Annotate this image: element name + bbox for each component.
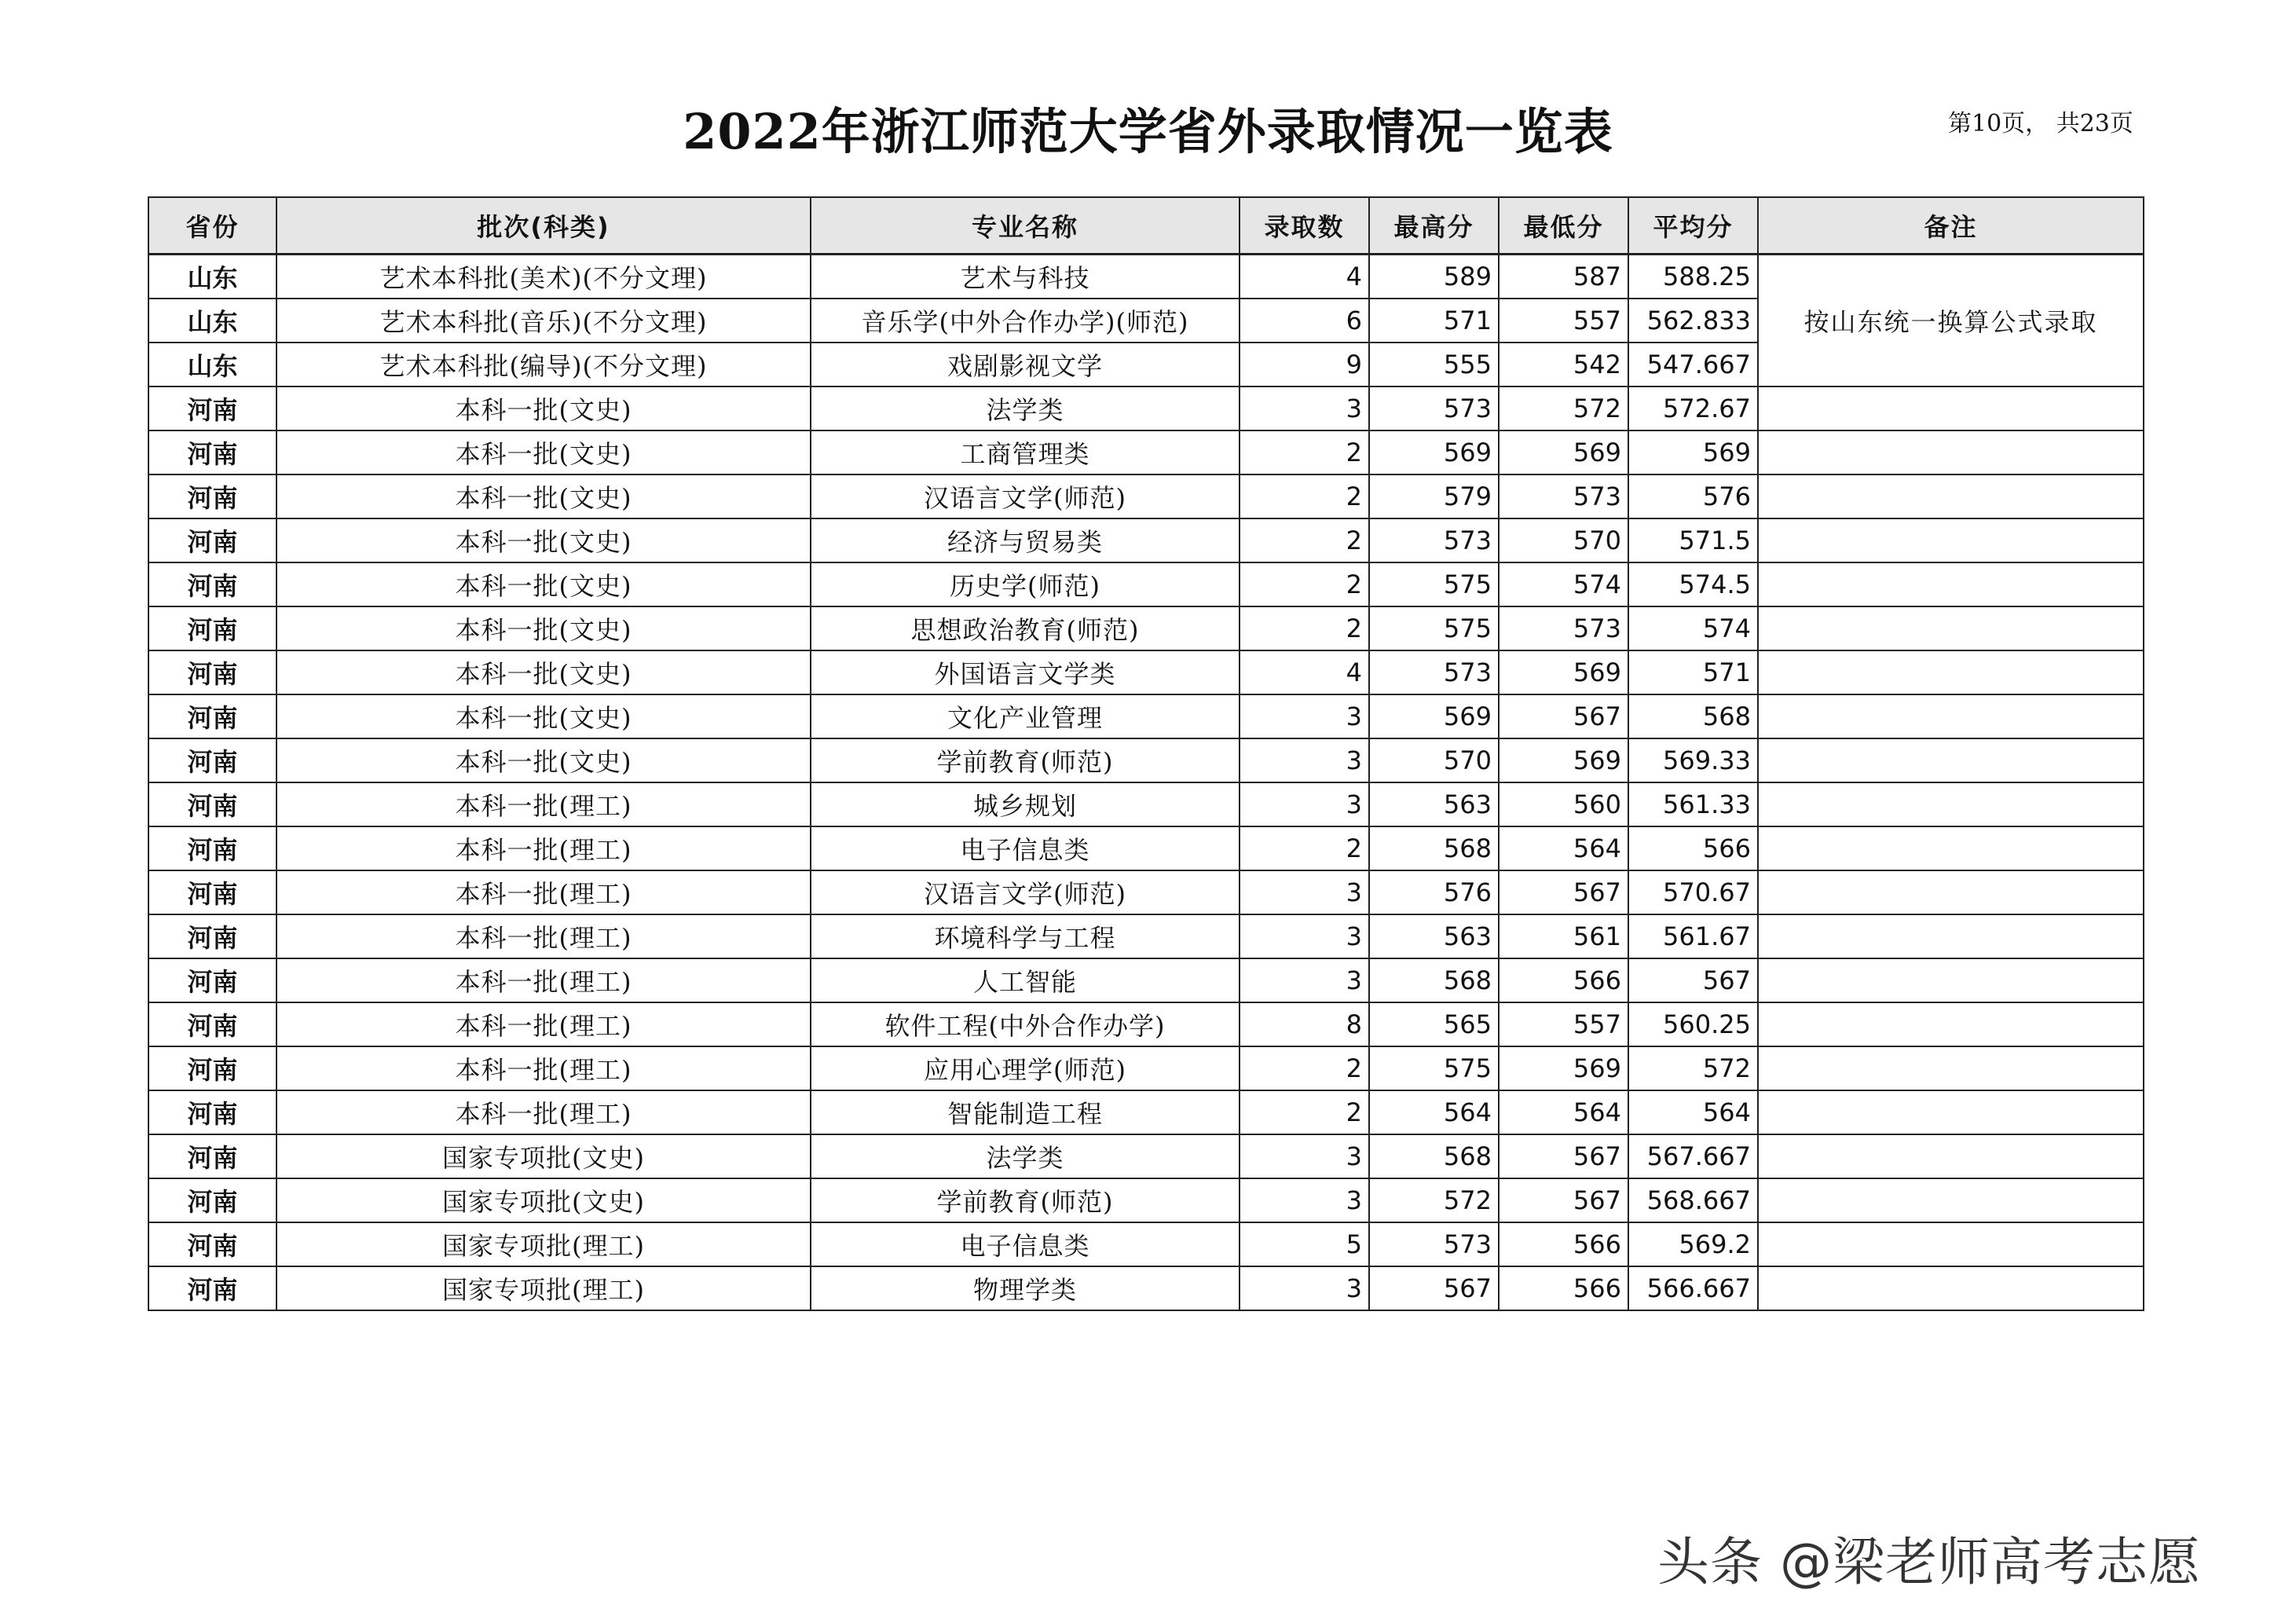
max-score-cell: 575	[1369, 1046, 1499, 1090]
remarks-cell	[1758, 782, 2144, 826]
avg-score-cell: 547.667	[1628, 343, 1758, 387]
major-cell: 电子信息类	[811, 826, 1240, 870]
major-cell: 外国语言文学类	[811, 650, 1240, 694]
avg-score-cell: 561.67	[1628, 914, 1758, 958]
avg-score-cell: 567.667	[1628, 1134, 1758, 1178]
table-row	[148, 826, 2144, 870]
max-score-cell: 573	[1369, 518, 1499, 562]
batch-cell: 本科一批(文史)	[276, 694, 811, 738]
batch-cell: 本科一批(理工)	[276, 782, 811, 826]
max-score-cell: 573	[1369, 387, 1499, 430]
major-cell: 智能制造工程	[811, 1090, 1240, 1134]
major-cell: 法学类	[811, 387, 1240, 430]
batch-cell: 本科一批(文史)	[276, 430, 811, 474]
header-max-score: 最高分	[1369, 197, 1499, 255]
admitted-count-cell: 3	[1240, 958, 1369, 1002]
table-row	[148, 1090, 2144, 1134]
table-row	[148, 255, 2144, 299]
province-cell: 河南	[148, 782, 276, 826]
province-cell: 河南	[148, 1266, 276, 1310]
table-row	[148, 430, 2144, 474]
remarks-cell	[1758, 1266, 2144, 1310]
batch-cell: 本科一批(理工)	[276, 1002, 811, 1046]
table-row	[148, 738, 2144, 782]
major-cell: 音乐学(中外合作办学)(师范)	[811, 299, 1240, 343]
major-cell: 环境科学与工程	[811, 914, 1240, 958]
remarks-cell	[1758, 387, 2144, 430]
remarks-cell	[1758, 1222, 2144, 1266]
remarks-cell	[1758, 958, 2144, 1002]
table-row	[148, 694, 2144, 738]
avg-score-cell: 574	[1628, 606, 1758, 650]
max-score-cell: 573	[1369, 650, 1499, 694]
avg-score-cell: 560.25	[1628, 1002, 1758, 1046]
avg-score-cell: 574.5	[1628, 562, 1758, 606]
major-cell: 城乡规划	[811, 782, 1240, 826]
table-row	[148, 1178, 2144, 1222]
province-cell: 河南	[148, 1134, 276, 1178]
remarks-cell	[1758, 1002, 2144, 1046]
admitted-count-cell: 8	[1240, 1002, 1369, 1046]
remarks-cell	[1758, 826, 2144, 870]
admitted-count-cell: 3	[1240, 782, 1369, 826]
province-cell: 河南	[148, 606, 276, 650]
table-row	[148, 562, 2144, 606]
table-row	[148, 782, 2144, 826]
header-avg-score: 平均分	[1628, 197, 1758, 255]
admitted-count-cell: 2	[1240, 826, 1369, 870]
avg-score-cell: 571.5	[1628, 518, 1758, 562]
max-score-cell: 563	[1369, 782, 1499, 826]
table-row	[148, 1046, 2144, 1090]
remarks-cell	[1758, 606, 2144, 650]
min-score-cell: 567	[1499, 1178, 1628, 1222]
admitted-count-cell: 3	[1240, 694, 1369, 738]
province-cell: 河南	[148, 1090, 276, 1134]
batch-cell: 本科一批(理工)	[276, 826, 811, 870]
avg-score-cell: 572	[1628, 1046, 1758, 1090]
min-score-cell: 567	[1499, 1134, 1628, 1178]
table-row	[148, 870, 2144, 914]
remarks-cell	[1758, 1046, 2144, 1090]
admitted-count-cell: 2	[1240, 1046, 1369, 1090]
remarks-cell	[1758, 1178, 2144, 1222]
province-cell: 河南	[148, 914, 276, 958]
avg-score-cell: 572.67	[1628, 387, 1758, 430]
table-row	[148, 1222, 2144, 1266]
admitted-count-cell: 2	[1240, 1090, 1369, 1134]
document-title: 2022年浙江师范大学省外录取情况一览表	[683, 103, 1613, 160]
province-cell: 河南	[148, 650, 276, 694]
min-score-cell: 570	[1499, 518, 1628, 562]
max-score-cell: 579	[1369, 474, 1499, 518]
remarks-cell	[1758, 1134, 2144, 1178]
min-score-cell: 557	[1499, 1002, 1628, 1046]
province-cell: 河南	[148, 1002, 276, 1046]
header-min-score: 最低分	[1499, 197, 1628, 255]
avg-score-cell: 576	[1628, 474, 1758, 518]
header-admitted-count: 录取数	[1240, 197, 1369, 255]
min-score-cell: 587	[1499, 255, 1628, 299]
batch-cell: 艺术本科批(编导)(不分文理)	[276, 343, 811, 387]
max-score-cell: 570	[1369, 738, 1499, 782]
max-score-cell: 569	[1369, 430, 1499, 474]
batch-cell: 本科一批(文史)	[276, 650, 811, 694]
remarks-cell	[1758, 518, 2144, 562]
admitted-count-cell: 2	[1240, 562, 1369, 606]
batch-cell: 本科一批(理工)	[276, 1046, 811, 1090]
table-row	[148, 518, 2144, 562]
table-row	[148, 1266, 2144, 1310]
min-score-cell: 564	[1499, 826, 1628, 870]
min-score-cell: 573	[1499, 474, 1628, 518]
table-row	[148, 1002, 2144, 1046]
province-cell: 河南	[148, 518, 276, 562]
table-row	[148, 914, 2144, 958]
province-cell: 河南	[148, 1178, 276, 1222]
batch-cell: 艺术本科批(音乐)(不分文理)	[276, 299, 811, 343]
batch-cell: 本科一批(理工)	[276, 914, 811, 958]
major-cell: 艺术与科技	[811, 255, 1240, 299]
min-score-cell: 569	[1499, 1046, 1628, 1090]
major-cell: 法学类	[811, 1134, 1240, 1178]
min-score-cell: 573	[1499, 606, 1628, 650]
max-score-cell: 563	[1369, 914, 1499, 958]
max-score-cell: 564	[1369, 1090, 1499, 1134]
max-score-cell: 589	[1369, 255, 1499, 299]
remarks-cell	[1758, 1090, 2144, 1134]
admitted-count-cell: 9	[1240, 343, 1369, 387]
admitted-count-cell: 3	[1240, 914, 1369, 958]
min-score-cell: 560	[1499, 782, 1628, 826]
max-score-cell: 568	[1369, 958, 1499, 1002]
table-row	[148, 387, 2144, 430]
batch-cell: 本科一批(理工)	[276, 1090, 811, 1134]
remarks-cell	[1758, 430, 2144, 474]
min-score-cell: 566	[1499, 1266, 1628, 1310]
header-province: 省份	[148, 197, 276, 255]
province-cell: 山东	[148, 343, 276, 387]
batch-cell: 本科一批(文史)	[276, 562, 811, 606]
table-row	[148, 650, 2144, 694]
batch-cell: 本科一批(文史)	[276, 518, 811, 562]
major-cell: 汉语言文学(师范)	[811, 870, 1240, 914]
max-score-cell: 572	[1369, 1178, 1499, 1222]
province-cell: 山东	[148, 299, 276, 343]
admitted-count-cell: 4	[1240, 255, 1369, 299]
header-batch: 批次(科类)	[276, 197, 811, 255]
batch-cell: 国家专项批(文史)	[276, 1134, 811, 1178]
batch-cell: 本科一批(文史)	[276, 738, 811, 782]
batch-cell: 本科一批(文史)	[276, 606, 811, 650]
avg-score-cell: 569.33	[1628, 738, 1758, 782]
major-cell: 应用心理学(师范)	[811, 1046, 1240, 1090]
min-score-cell: 567	[1499, 870, 1628, 914]
avg-score-cell: 571	[1628, 650, 1758, 694]
max-score-cell: 575	[1369, 606, 1499, 650]
admitted-count-cell: 2	[1240, 518, 1369, 562]
max-score-cell: 569	[1369, 694, 1499, 738]
min-score-cell: 566	[1499, 1222, 1628, 1266]
major-cell: 历史学(师范)	[811, 562, 1240, 606]
major-cell: 文化产业管理	[811, 694, 1240, 738]
remarks-cell	[1758, 738, 2144, 782]
min-score-cell: 561	[1499, 914, 1628, 958]
min-score-cell: 569	[1499, 430, 1628, 474]
max-score-cell: 565	[1369, 1002, 1499, 1046]
min-score-cell: 564	[1499, 1090, 1628, 1134]
avg-score-cell: 569.2	[1628, 1222, 1758, 1266]
province-cell: 河南	[148, 1046, 276, 1090]
avg-score-cell: 568	[1628, 694, 1758, 738]
province-cell: 河南	[148, 694, 276, 738]
province-cell: 河南	[148, 826, 276, 870]
batch-cell: 国家专项批(理工)	[276, 1222, 811, 1266]
major-cell: 学前教育(师范)	[811, 1178, 1240, 1222]
remarks-cell	[1758, 562, 2144, 606]
remarks-cell	[1758, 650, 2144, 694]
province-cell: 河南	[148, 738, 276, 782]
max-score-cell: 575	[1369, 562, 1499, 606]
admission-table	[148, 196, 2144, 1311]
admitted-count-cell: 3	[1240, 1178, 1369, 1222]
avg-score-cell: 566	[1628, 826, 1758, 870]
remarks-cell	[1758, 694, 2144, 738]
major-cell: 物理学类	[811, 1266, 1240, 1310]
province-cell: 河南	[148, 870, 276, 914]
avg-score-cell: 588.25	[1628, 255, 1758, 299]
major-cell: 戏剧影视文学	[811, 343, 1240, 387]
table-row	[148, 1134, 2144, 1178]
batch-cell: 艺术本科批(美术)(不分文理)	[276, 255, 811, 299]
table-header-row	[148, 197, 2144, 255]
admitted-count-cell: 3	[1240, 1266, 1369, 1310]
major-cell: 电子信息类	[811, 1222, 1240, 1266]
admitted-count-cell: 3	[1240, 1134, 1369, 1178]
major-cell: 经济与贸易类	[811, 518, 1240, 562]
admitted-count-cell: 4	[1240, 650, 1369, 694]
min-score-cell: 567	[1499, 694, 1628, 738]
table-row	[148, 958, 2144, 1002]
major-cell: 工商管理类	[811, 430, 1240, 474]
batch-cell: 国家专项批(理工)	[276, 1266, 811, 1310]
admitted-count-cell: 2	[1240, 474, 1369, 518]
max-score-cell: 567	[1369, 1266, 1499, 1310]
admitted-count-cell: 3	[1240, 870, 1369, 914]
major-cell: 人工智能	[811, 958, 1240, 1002]
major-cell: 汉语言文学(师范)	[811, 474, 1240, 518]
admitted-count-cell: 2	[1240, 606, 1369, 650]
batch-cell: 本科一批(理工)	[276, 958, 811, 1002]
batch-cell: 本科一批(文史)	[276, 474, 811, 518]
remarks-cell	[1758, 474, 2144, 518]
avg-score-cell: 564	[1628, 1090, 1758, 1134]
batch-cell: 本科一批(理工)	[276, 870, 811, 914]
remarks-cell	[1758, 870, 2144, 914]
avg-score-cell: 569	[1628, 430, 1758, 474]
province-cell: 河南	[148, 430, 276, 474]
avg-score-cell: 570.67	[1628, 870, 1758, 914]
admitted-count-cell: 3	[1240, 738, 1369, 782]
major-cell: 思想政治教育(师范)	[811, 606, 1240, 650]
watermark: 头条 @梁老师高考志愿	[1657, 1532, 2201, 1592]
province-cell: 山东	[148, 255, 276, 299]
avg-score-cell: 562.833	[1628, 299, 1758, 343]
min-score-cell: 572	[1499, 387, 1628, 430]
admitted-count-cell: 3	[1240, 387, 1369, 430]
min-score-cell: 542	[1499, 343, 1628, 387]
min-score-cell: 574	[1499, 562, 1628, 606]
batch-cell: 本科一批(文史)	[276, 387, 811, 430]
table-row	[148, 606, 2144, 650]
batch-cell: 国家专项批(文史)	[276, 1178, 811, 1222]
avg-score-cell: 567	[1628, 958, 1758, 1002]
max-score-cell: 573	[1369, 1222, 1499, 1266]
admitted-count-cell: 6	[1240, 299, 1369, 343]
min-score-cell: 569	[1499, 650, 1628, 694]
max-score-cell: 555	[1369, 343, 1499, 387]
major-cell: 软件工程(中外合作办学)	[811, 1002, 1240, 1046]
province-cell: 河南	[148, 1222, 276, 1266]
avg-score-cell: 568.667	[1628, 1178, 1758, 1222]
max-score-cell: 576	[1369, 870, 1499, 914]
header-major: 专业名称	[811, 197, 1240, 255]
admitted-count-cell: 2	[1240, 430, 1369, 474]
table-row	[148, 474, 2144, 518]
major-cell: 学前教育(师范)	[811, 738, 1240, 782]
max-score-cell: 568	[1369, 826, 1499, 870]
max-score-cell: 571	[1369, 299, 1499, 343]
min-score-cell: 557	[1499, 299, 1628, 343]
admitted-count-cell: 5	[1240, 1222, 1369, 1266]
province-cell: 河南	[148, 958, 276, 1002]
max-score-cell: 568	[1369, 1134, 1499, 1178]
min-score-cell: 569	[1499, 738, 1628, 782]
min-score-cell: 566	[1499, 958, 1628, 1002]
avg-score-cell: 566.667	[1628, 1266, 1758, 1310]
avg-score-cell: 561.33	[1628, 782, 1758, 826]
remarks-cell-merged: 按山东统一换算公式录取	[1758, 255, 2144, 387]
province-cell: 河南	[148, 562, 276, 606]
remarks-cell	[1758, 914, 2144, 958]
province-cell: 河南	[148, 474, 276, 518]
header-remarks: 备注	[1758, 197, 2144, 255]
table-body	[148, 255, 2144, 1311]
province-cell: 河南	[148, 387, 276, 430]
page-indicator: 第10页， 共23页	[1948, 110, 2133, 137]
